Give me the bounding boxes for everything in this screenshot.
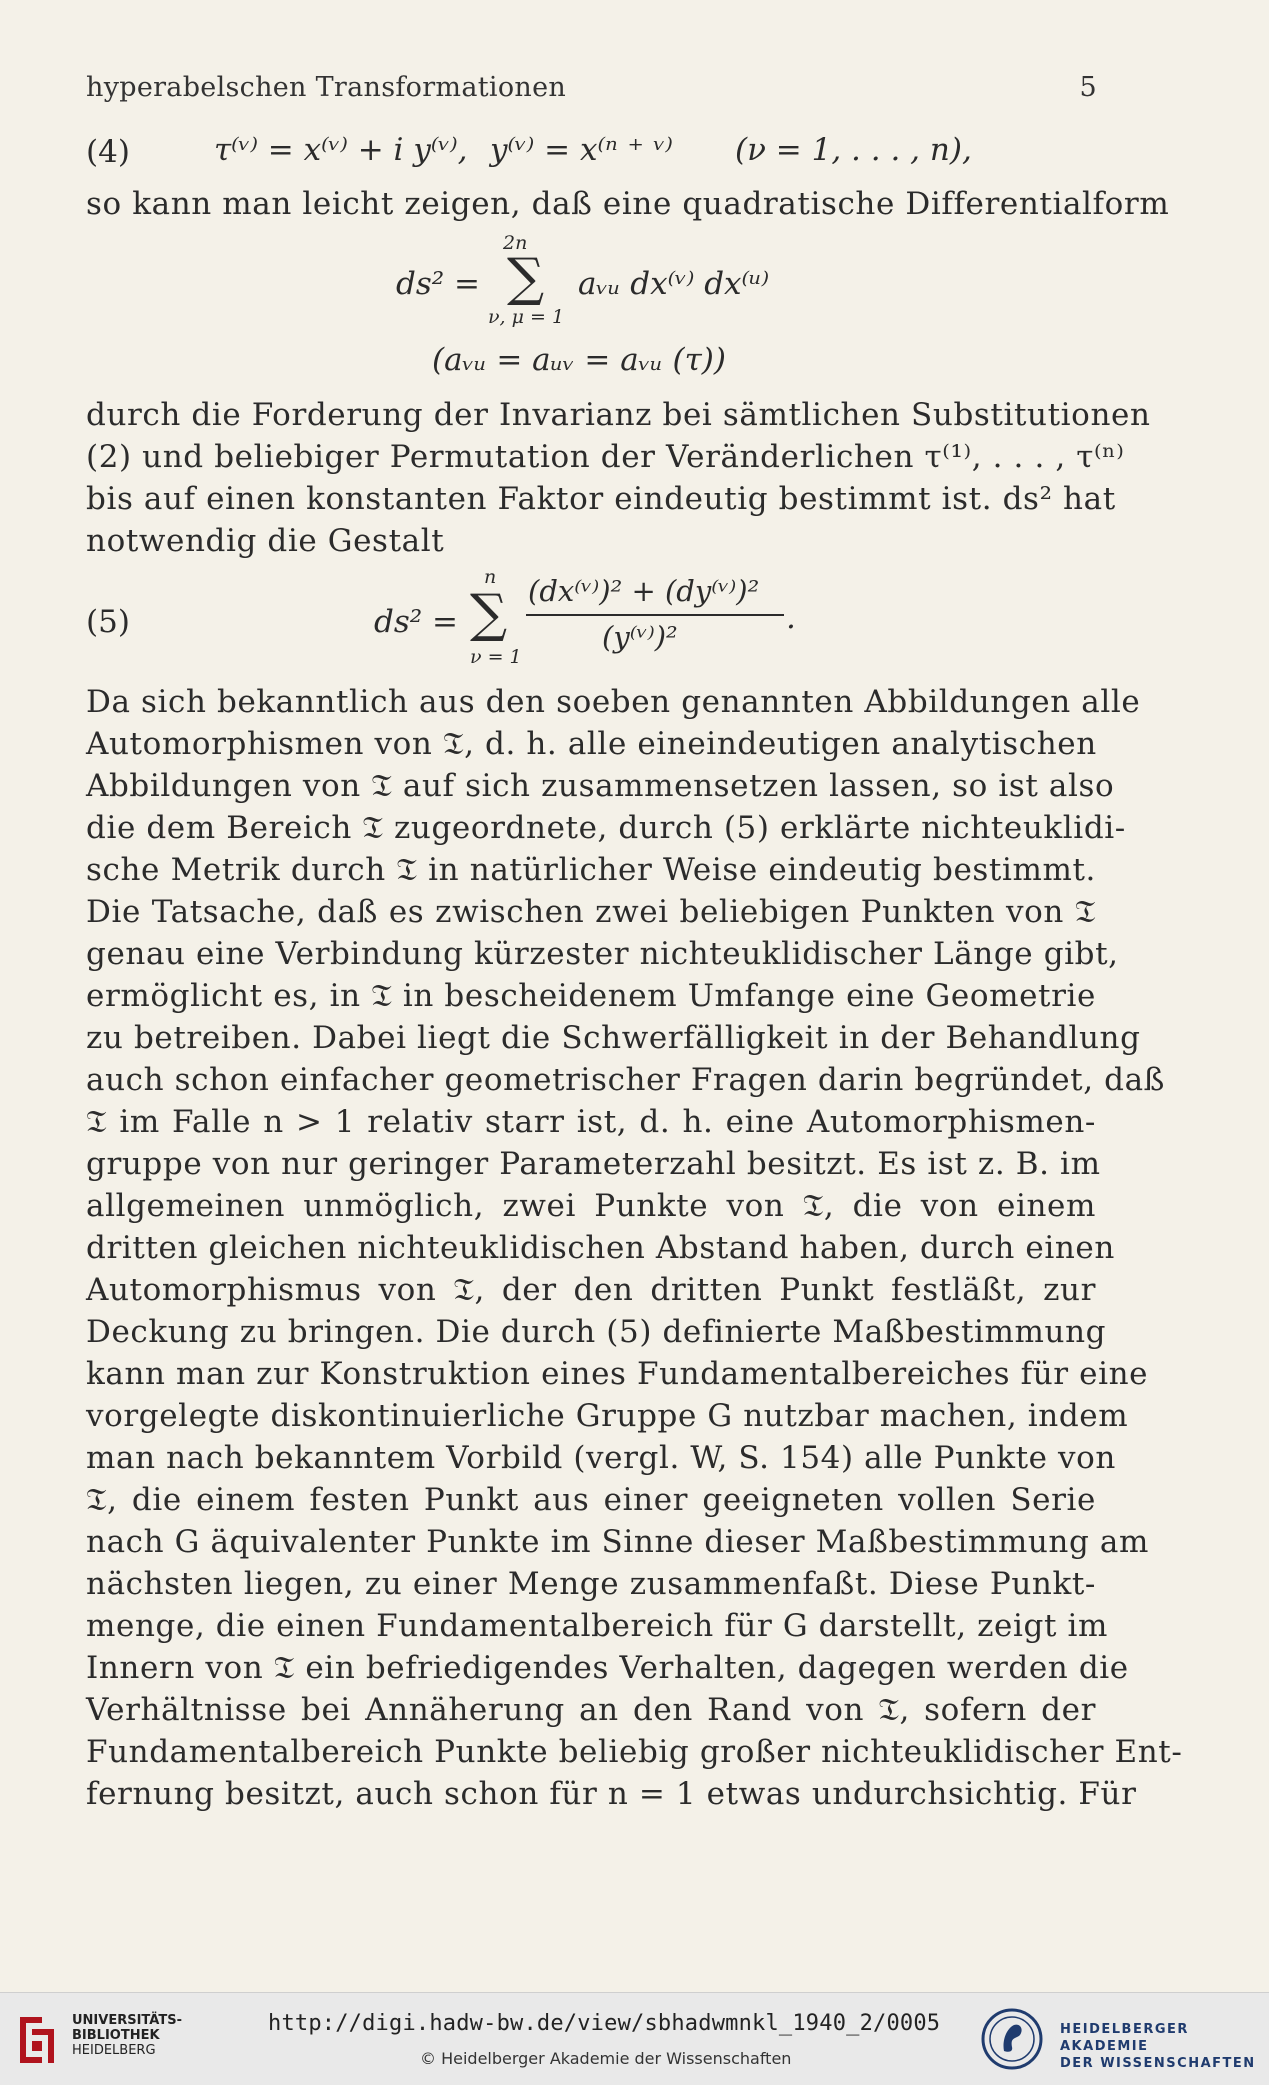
equation-5-lower-limit: ν = 1 [470, 646, 522, 668]
equation-4-number: (4) [86, 134, 130, 170]
academy-name-line-2: DER WISSENSCHAFTEN [1060, 2056, 1256, 2071]
body-line: dritten gleichen nichteuklidischen Abstand haben, durch einen [86, 1230, 1115, 1266]
equation-5-period: . [786, 600, 796, 636]
equation-4-range: (ν = 1, . . . , n), [735, 132, 972, 168]
body-line: ermöglicht es, in 𝔗 in bescheidenem Umfange eine Geometrie [86, 978, 1096, 1014]
ds-form-lower-limit: ν, μ = 1 [488, 306, 565, 328]
equation-5-numerator: (dx⁽ᵛ⁾)² + (dy⁽ᵛ⁾)² [528, 574, 760, 608]
body-line: Automorphismus von 𝔗, der den dritten Punkt festläßt, zur [86, 1272, 1096, 1308]
equation-5-summation-sign: ∑ [470, 584, 508, 644]
permalink-url[interactable]: http://digi.hadw-bw.de/view/sbhadwmnkl_1940_2/0005 [268, 2011, 941, 2036]
body-line: Fundamentalbereich Punkte beliebig großer nichteuklidischer Ent- [86, 1734, 1183, 1770]
university-library-name [72, 2013, 182, 2058]
running-title: hyperabelschen Transformationen [86, 72, 567, 103]
body-line: Abbildungen von 𝔗 auf sich zusammensetzen lassen, so ist also [86, 768, 1115, 804]
body-line: Innern von 𝔗 ein befriedigendes Verhalten, dagegen werden die [86, 1650, 1129, 1686]
body-line: fernung besitzt, auch schon für n = 1 etwas undurchsichtig. Für [86, 1776, 1137, 1812]
body-line: Da sich bekanntlich aus den soeben genannten Abbildungen alle [86, 684, 1141, 720]
body-line: zu betreiben. Dabei liegt die Schwerfälligkeit in der Behandlung [86, 1020, 1141, 1056]
paragraph-2-line-1: durch die Forderung der Invarianz bei sämtlichen Substitutionen [86, 397, 1151, 433]
copyright-notice: © Heidelberger Akademie der Wissenschaften [420, 2049, 792, 2068]
paragraph-2-line-4: notwendig die Gestalt [86, 523, 445, 559]
body-line: Automorphismen von 𝔗, d. h. alle eineindeutigen analytischen [86, 726, 1097, 762]
body-line: nach G äquivalenter Punkte im Sinne dieser Maßbestimmung am [86, 1524, 1149, 1560]
ds-form-constraint: (aᵥᵤ = aᵤᵥ = aᵥᵤ (τ)) [432, 342, 726, 378]
body-line: nächsten liegen, zu einer Menge zusammenfaßt. Diese Punkt- [86, 1566, 1096, 1602]
body-line: auch schon einfacher geometrischer Fragen darin begründet, daß [86, 1062, 1165, 1098]
body-line: allgemeinen unmöglich, zwei Punkte von 𝔗, die von einem [86, 1188, 1096, 1224]
body-line: vorgelegte diskontinuierliche Gruppe G nutzbar machen, indem [86, 1398, 1129, 1434]
academy-name [1060, 2021, 1269, 2072]
body-line: menge, die einen Fundamentalbereich für G darstellt, zeigt im [86, 1608, 1108, 1644]
ds-form-upper-limit: 2n [503, 232, 528, 254]
body-line: Die Tatsache, daß es zwischen zwei beliebigen Punkten von 𝔗 [86, 894, 1096, 930]
equation-5-lhs: ds² = [374, 604, 459, 640]
library-name-line-1: UNIVERSITÄTS- [72, 2013, 182, 2028]
paragraph-2-line-2: (2) und beliebiger Permutation der Veränderlichen τ⁽¹⁾, . . . , τ⁽ⁿ⁾ [86, 439, 1125, 475]
equation-4-rhs: y⁽ᵛ⁾ = x⁽ⁿ ⁺ ᵛ⁾ [490, 132, 673, 168]
academy-name-line-1: HEIDELBERGER AKADEMIE [1060, 2022, 1189, 2054]
body-line: sche Metrik durch 𝔗 in natürlicher Weise eindeutig bestimmt. [86, 852, 1096, 888]
body-line: Verhältnisse bei Annäherung an den Rand von 𝔗, sofern der [86, 1692, 1096, 1728]
page-number: 5 [1079, 72, 1097, 103]
equation-4-lhs: τ⁽ᵛ⁾ = x⁽ᵛ⁾ + i y⁽ᵛ⁾, [214, 132, 468, 168]
body-line: 𝔗, die einem festen Punkt aus einer geeigneten vollen Serie [86, 1482, 1096, 1518]
equation-5-number: (5) [86, 604, 130, 640]
paragraph-2-line-3: bis auf einen konstanten Faktor eindeutig bestimmt ist. ds² hat [86, 481, 1116, 517]
body-line: die dem Bereich 𝔗 zugeordnete, durch (5) erklärte nichteuklidi- [86, 810, 1126, 846]
body-line: man nach bekanntem Vorbild (vergl. W, S. 154) alle Punkte von [86, 1440, 1116, 1476]
footer-bar [0, 1992, 1269, 2085]
paragraph-1: so kann man leicht zeigen, daß eine quadratische Differentialform [86, 186, 1170, 222]
body-line: Deckung zu bringen. Die durch (5) definierte Maßbestimmung [86, 1314, 1107, 1350]
academy-seal-icon [980, 2007, 1044, 2071]
equation-5-upper-limit: n [484, 566, 497, 588]
library-name-line-3: HEIDELBERG [72, 2043, 156, 2058]
body-line: genau eine Verbindung kürzester nichteuklidischer Länge gibt, [86, 936, 1119, 972]
body-line: 𝔗 im Falle n > 1 relativ starr ist, d. h. eine Automorphismen- [86, 1104, 1096, 1140]
body-line: gruppe von nur geringer Parameterzahl besitzt. Es ist z. B. im [86, 1146, 1101, 1182]
fraction-bar [526, 614, 784, 616]
library-name-line-2: BIBLIOTHEK [72, 2028, 160, 2043]
ds-form-term: aᵥᵤ dx⁽ᵛ⁾ dx⁽ᵘ⁾ [578, 266, 770, 302]
university-library-logo-icon [12, 2011, 62, 2069]
ds-form-lhs: ds² = [396, 266, 481, 302]
summation-sign: ∑ [507, 248, 545, 308]
equation-5-denominator: (y⁽ᵛ⁾)² [602, 620, 678, 654]
body-line: kann man zur Konstruktion eines Fundamentalbereiches für eine [86, 1356, 1149, 1392]
